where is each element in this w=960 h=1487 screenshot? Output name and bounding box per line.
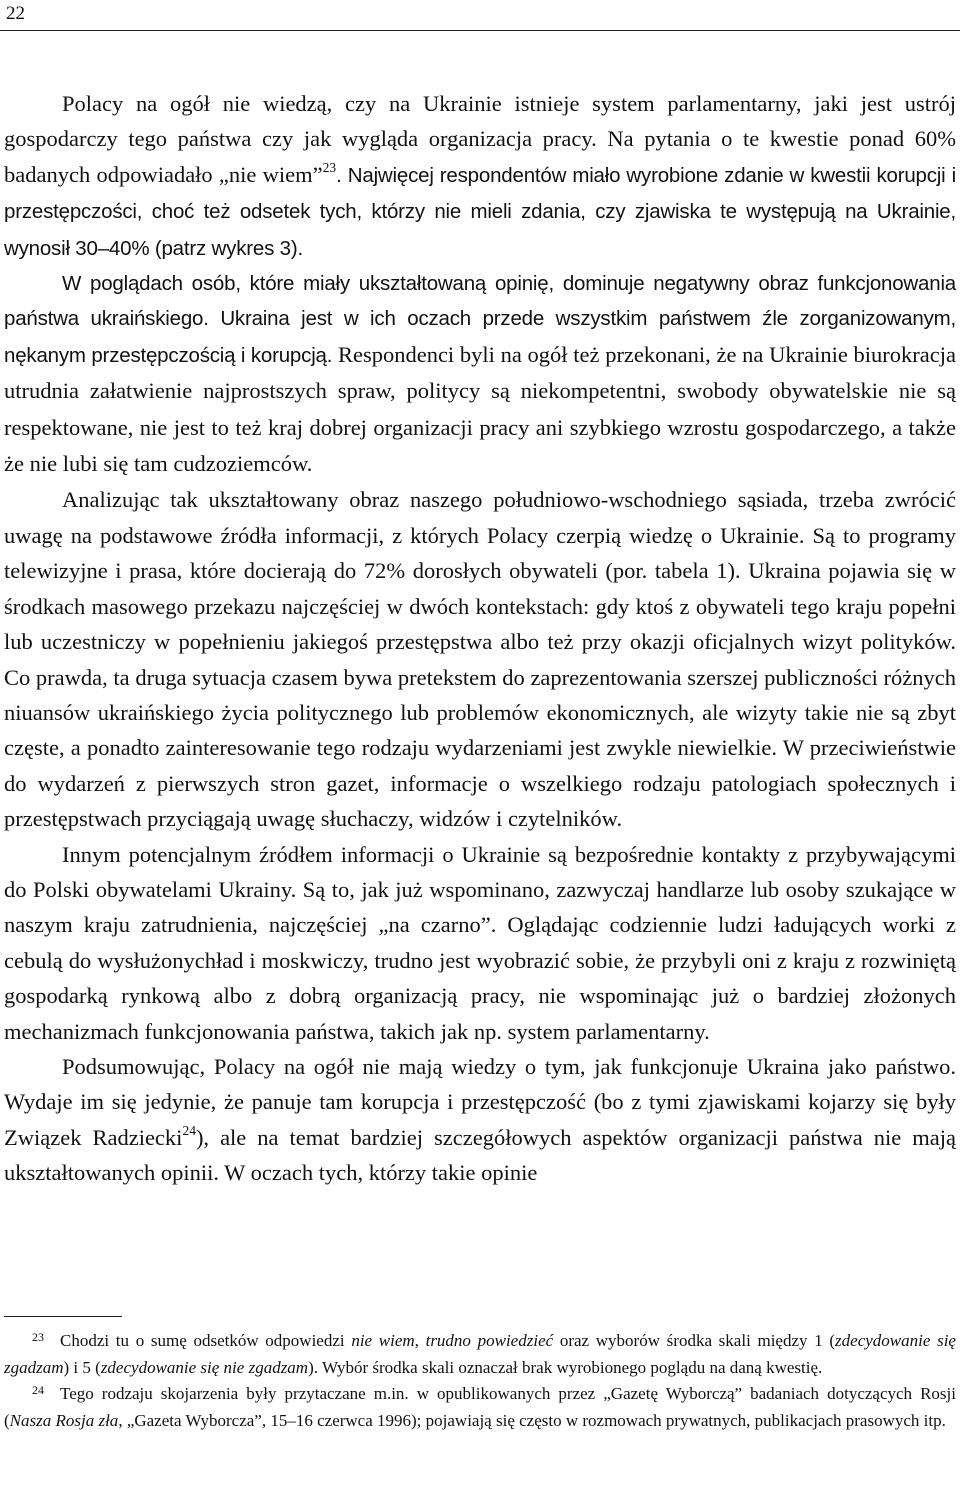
footnote-23: $^{23}$ Chodzi tu o sumę odsetków odpowiedzi nie wiem, trudno powiedzieć oraz wyborów środka skali między 1 (zdecydowanie się zgadzam) i 5 (zdecydowanie się nie zgadzam). Wybór środka skali oznaczał brak wyrobionego poglądu na daną kwestię. xyxy=(4,1330,956,1377)
footnote-24: $^{24}$ Tego rodzaju skojarzenia były przytaczane m.in. w opublikowanych przez „Gazetę Wyborczą” badaniach dotyczących Rosji (Nasza Rosja zła, „Gazeta Wyborcza”, 15–16 czerwca 1996); pojawiają się często w rozmowach prywatnych, publikacjach prasowych itp. xyxy=(4,1383,956,1430)
page-number: 22 xyxy=(6,3,25,24)
paragraph-1: Polacy na ogół nie wiedzą, czy na Ukrainie istnieje system parlamentarny, jaki jest ustrój gospodarczy tego państwa czy jak wygląda organizacja pracy. Na pytania o te kwestie ponad 60% badanych odpowiadało „nie wiem”$^{23}$. Najwięcej respondentów miało wyrobione zdanie w kwestii korupcji i przestępczości, choć też odsetek tych, którzy nie mieli zdania, czy zjawiska te występują na Ukrainie, wynosił 30–40% (patrz wykres 3). xyxy=(4,91,956,260)
footnotes xyxy=(4,1328,956,1434)
footnote-rule xyxy=(4,1316,122,1317)
paragraph-2: W poglądach osób, które miały ukształtowaną opinię, dominuje negatywny obraz funkcjonowania państwa ukraińskiego. Ukraina jest w ich oczach przede wszystkim państwem źle zorganizowanym, nękanym przestępczością i korupcją. Respondenci byli na ogół też przekonani, że na Ukrainie biurokracja utrudnia załatwienie najprostszych spraw, politycy są niekompetentni, swobody obywatelskie nie są respektowane, nie jest to też kraj dobrej organizacji pracy ani szybkiego wzrostu gospodarczego, a także że nie lubi się tam cudzoziemców. xyxy=(4,272,956,477)
body-text xyxy=(4,86,956,1191)
header-rule xyxy=(0,30,960,31)
paragraph-4: Innym potencjalnym źródłem informacji o Ukrainie są bezpośrednie kontakty z przybywającymi do Polski obywatelami Ukrainy. Są to, jak już wspominano, zazwyczaj handlarze lub osoby szukające w naszym kraju zatrudnienia, najczęściej „na czarno”. Oglądając codziennie ludzi ładujących worki z cebulą do wysłużonychład i moskwiczy, trudno jest wyobrazić sobie, że przybyli oni z kraju z rozwiniętą gospodarką rynkową albo z dobrą organizacją pracy, nie wspominając już o bardziej złożonych mechanizmach funkcjonowania państwa, takich jak np. system parlamentarny. xyxy=(4,841,956,1044)
paragraph-3: Analizując tak ukształtowany obraz naszego południowo-wschodniego sąsiada, trzeba zwrócić uwagę na podstawowe źródła informacji, z których Polacy czerpią wiedzę o Ukrainie. Są to programy telewizyjne i prasa, które docierają do 72% dorosłych obywateli (por. tabela 1). Ukraina pojawia się w środkach masowego przekazu najczęściej w dwóch kontekstach: gdy ktoś z obywateli tego kraju popełni lub uczestniczy w popełnieniu jakiegoś przestępstwa albo też przy okazji oficjalnych wizyt polityków. Co prawda, ta druga sytuacja czasem bywa pretekstem do zaprezentowania szerszej publiczności różnych niuansów ukraińskiego życia politycznego lub problemów ekonomicznych, ale wizyty takie nie są zbyt częste, a ponadto zainteresowanie tego rodzaju wydarzeniami jest zwykle niewielkie. W przeciwieństwie do wydarzeń z pierwszych stron gazet, informacje o wszelkiego rodzaju patologiach społecznych i przestępstwach przyciągają uwagę słuchaczy, widzów i czytelników. xyxy=(4,487,956,832)
paragraph-5: Podsumowując, Polacy na ogół nie mają wiedzy o tym, jak funkcjonuje Ukraina jako państwo. Wydaje im się jedynie, że panuje tam korupcja i przestępczość (bo z tymi zjawiskami kojarzy się były Związek Radziecki$^{24}$), ale na temat bardziej szczegółowych aspektów organizacji państwa nie mają ukształtowanych opinii. W oczach tych, którzy takie opinie xyxy=(4,1053,956,1186)
footnote-ref-24[interactable]: 24 xyxy=(182,1122,196,1138)
footnote-ref-23[interactable]: 23 xyxy=(322,159,337,175)
